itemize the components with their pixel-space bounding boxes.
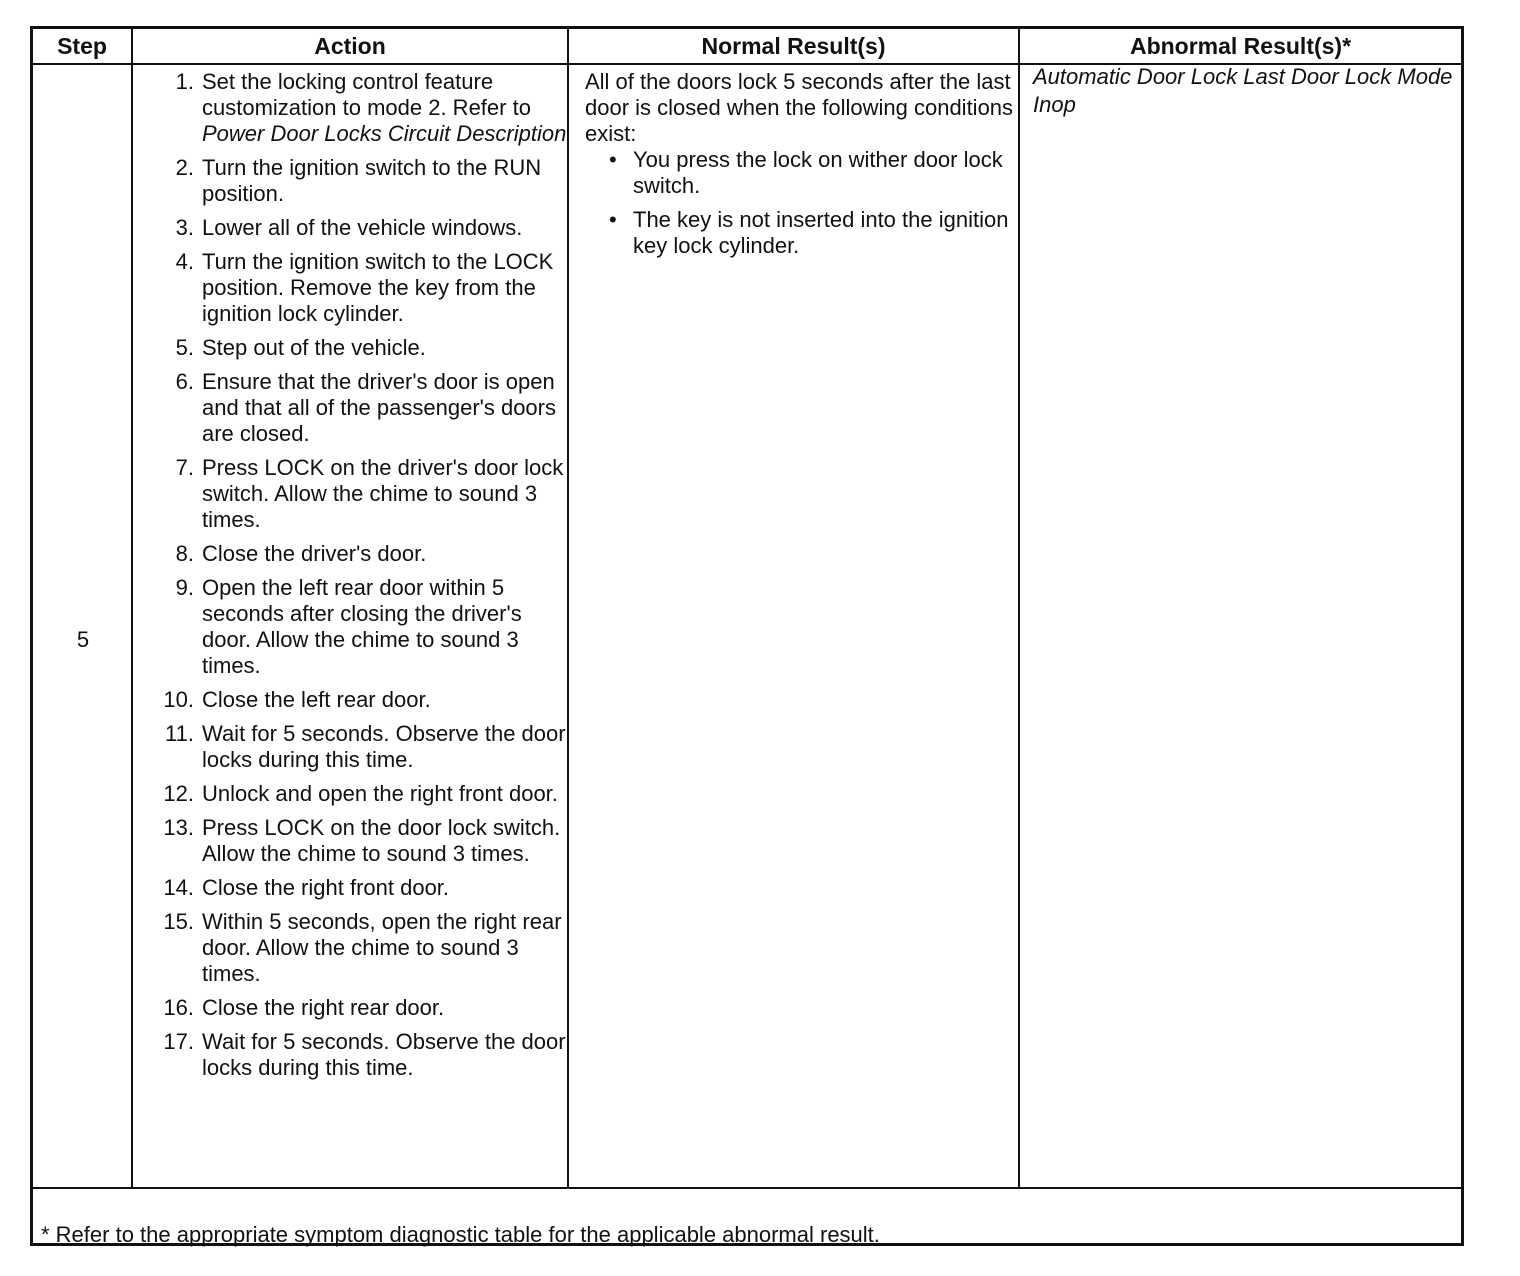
header-normal-results: Normal Result(s): [701, 33, 886, 59]
abnormal-results: Automatic Door Lock Last Door Lock Mode Inop: [1033, 64, 1453, 117]
action-number: 5.: [175, 335, 194, 360]
step-number: 5: [76, 627, 90, 652]
action-text-main: Press LOCK on the door lock switch. Allow the chime to sound 3 times.: [202, 815, 561, 866]
bullet-icon: •: [609, 207, 617, 232]
action-text-main: Set the locking control feature customization to mode 2. Refer to: [202, 69, 531, 120]
action-number: 12.: [163, 781, 194, 806]
action-item: [134, 455, 569, 533]
normal-results: [585, 69, 1015, 267]
action-text-main: Ensure that the driver's door is open and that all of the passenger's doors are closed.: [202, 369, 556, 446]
action-text: [202, 781, 558, 806]
action-text: [202, 215, 522, 240]
action-number: 4.: [175, 249, 194, 274]
action-text-main: Close the left rear door.: [202, 687, 431, 712]
action-text-main: Close the right rear door.: [202, 995, 445, 1020]
header-step: Step: [57, 33, 107, 59]
action-text-reference: Power Door Locks Circuit Description: [202, 121, 567, 146]
action-item: [134, 995, 569, 1021]
action-text-main: Close the right front door.: [202, 875, 450, 900]
action-item: [134, 909, 569, 987]
action-list: [134, 69, 569, 1089]
normal-bullet-item: [585, 147, 1015, 199]
action-number: 8.: [175, 541, 194, 566]
action-text: [202, 687, 431, 712]
action-text-main: Open the left rear door within 5 seconds after closing the driver's door. Allow the chime to sound 3 times.: [202, 575, 522, 678]
column-divider-normal: [1018, 29, 1020, 1189]
action-number: 15.: [163, 909, 194, 934]
action-number: 2.: [175, 155, 194, 180]
action-text-main: Turn the ignition switch to the RUN position.: [202, 155, 542, 206]
normal-bullet-text: You press the lock on wither door lock switch.: [633, 147, 1003, 198]
action-number: 6.: [175, 369, 194, 394]
action-item: [134, 335, 569, 361]
action-number: 13.: [163, 815, 194, 840]
action-item: [134, 155, 569, 207]
action-text: [202, 1029, 566, 1080]
action-text-main: Step out of the vehicle.: [202, 335, 426, 360]
column-divider-step: [131, 29, 133, 1189]
action-text-main: Press LOCK on the driver's door lock switch. Allow the chime to sound 3 times.: [202, 455, 564, 532]
action-item: [134, 721, 569, 773]
normal-results-intro: All of the doors lock 5 seconds after the last door is closed when the following conditions exist:: [585, 69, 1014, 146]
action-number: 7.: [175, 455, 194, 480]
action-item: [134, 69, 569, 147]
action-text-main: Lower all of the vehicle windows.: [202, 215, 523, 240]
action-number: 11.: [165, 721, 194, 746]
action-text: [202, 69, 566, 146]
action-text: [202, 369, 556, 446]
action-number: 1.: [175, 69, 194, 94]
action-text: [202, 455, 563, 532]
action-text-main: Within 5 seconds, open the right rear door. Allow the chime to sound 3 times.: [202, 909, 562, 986]
action-number: 9.: [175, 575, 194, 600]
normal-results-bullets: [585, 147, 1015, 259]
action-number: 10.: [163, 687, 194, 712]
action-item: [134, 781, 569, 807]
footnote: * Refer to the appropriate symptom diagnostic table for the applicable abnormal result.: [41, 1222, 880, 1247]
action-number: 14.: [163, 875, 194, 900]
action-text: [202, 875, 449, 900]
action-item: [134, 215, 569, 241]
action-text-main: Wait for 5 seconds. Observe the door locks during this time.: [202, 1029, 566, 1080]
action-text: [202, 721, 566, 772]
header-abnormal-results: Abnormal Result(s)*: [1129, 33, 1352, 59]
diagnostic-table: [30, 26, 1464, 1246]
action-text: [202, 575, 522, 678]
bullet-icon: •: [609, 147, 617, 172]
action-item: [134, 687, 569, 713]
action-item: [134, 875, 569, 901]
action-item: [134, 541, 569, 567]
action-item: [134, 1029, 569, 1081]
action-text-main: Wait for 5 seconds. Observe the door locks during this time.: [202, 721, 566, 772]
action-number: 17.: [163, 1029, 194, 1054]
action-text-main: Turn the ignition switch to the LOCK position. Remove the key from the ignition lock cylinder.: [202, 249, 554, 326]
footer-divider: [33, 1187, 1461, 1189]
action-text: [202, 335, 426, 360]
action-text: [202, 815, 560, 866]
action-item: [134, 815, 569, 867]
normal-bullet-item: [585, 207, 1015, 259]
action-text: [202, 155, 541, 206]
action-item: [134, 249, 569, 327]
header-action: Action: [314, 33, 386, 59]
action-number: 3.: [175, 215, 194, 240]
normal-bullet-text: The key is not inserted into the ignition key lock cylinder.: [633, 207, 1009, 258]
action-item: [134, 369, 569, 447]
action-text: [202, 909, 562, 986]
action-text-main: Unlock and open the right front door.: [202, 781, 558, 806]
action-text: [202, 541, 426, 566]
action-item: [134, 575, 569, 679]
action-text: [202, 995, 444, 1020]
action-text-main: Close the driver's door.: [202, 541, 427, 566]
action-number: 16.: [163, 995, 194, 1020]
action-text: [202, 249, 553, 326]
